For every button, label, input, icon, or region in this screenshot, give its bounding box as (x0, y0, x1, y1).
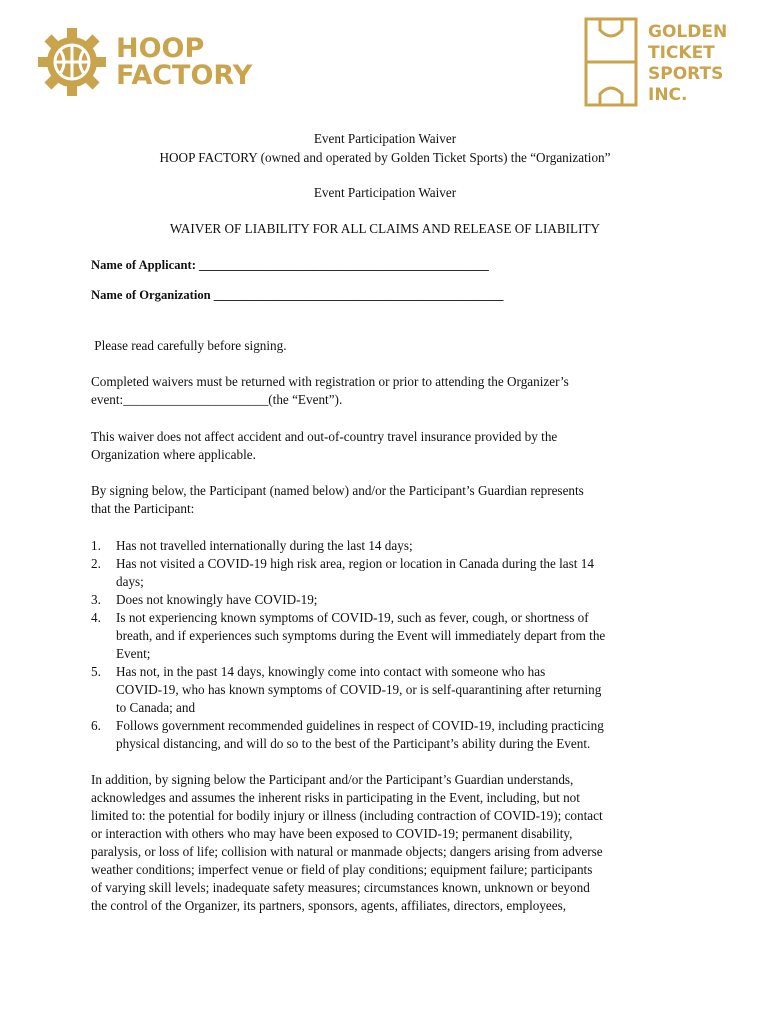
risks-line: In addition, by signing below the Participant and/or the Participant’s Guardian understands, (91, 772, 574, 787)
ticket-logo-text: TICKET (648, 43, 715, 63)
insurance-paragraph (91, 428, 691, 464)
list-line: physical distancing, and will do so to the best of the Participant’s ability during the Event. (116, 736, 591, 751)
court-outline-icon (586, 19, 636, 105)
list-line: Has not, in the past 14 days, knowingly come into contact with someone who has (116, 664, 546, 679)
inc-logo-text: INC. (648, 85, 688, 105)
signing-line: By signing below, the Participant (named below) and/or the Participant’s Guardian represents (91, 483, 584, 498)
list-number: 2. (91, 556, 101, 571)
sports-logo-text: SPORTS (648, 64, 724, 84)
list-item (91, 591, 691, 609)
signing-paragraph (91, 482, 691, 518)
list-line: Follows government recommended guidelines in respect of COVID-19, including practicing (116, 718, 604, 733)
list-line: Has not visited a COVID-19 high risk area, region or location in Canada during the last 14 (116, 556, 594, 571)
signing-line: that the Participant: (91, 501, 195, 516)
completed-waivers-paragraph (91, 373, 691, 409)
golden-logo-text: GOLDEN (648, 22, 728, 42)
list-number: 1. (91, 538, 101, 553)
risks-line: or interaction with others who may have been exposed to COVID-19; permanent disability, (91, 826, 573, 841)
risks-paragraph (91, 771, 691, 915)
list-number: 6. (91, 718, 101, 733)
list-item (91, 717, 691, 753)
list-number: 3. (91, 592, 101, 607)
list-line: to Canada; and (116, 700, 196, 715)
list-number: 4. (91, 610, 101, 625)
completed-line: event:______________________(the “Event”). (91, 392, 343, 407)
organization-name-field[interactable]: Name of Organization ______________________________________________ (91, 288, 504, 302)
list-item (91, 555, 691, 591)
list-number: 5. (91, 664, 101, 679)
risks-line: paralysis, or loss of life; collision with natural or manmade objects; dangers arising from adverse (91, 844, 603, 859)
list-item (91, 663, 691, 717)
risks-line: limited to: the potential for bodily injury or illness (including contraction of COVID-19); contact (91, 808, 603, 823)
list-line: Is not experiencing known symptoms of COVID-19, such as fever, cough, or shortness of (116, 610, 589, 625)
list-line: Does not knowingly have COVID-19; (116, 592, 318, 607)
read-carefully-note: Please read carefully before signing. (91, 338, 287, 353)
waiver-heading: WAIVER OF LIABILITY FOR ALL CLAIMS AND RELEASE OF LIABILITY (169, 221, 601, 236)
insurance-line: Organization where applicable. (91, 447, 256, 462)
list-line: breath, and if experiences such symptoms during the Event will immediately depart from the (116, 628, 606, 643)
participant-representations-list (91, 537, 691, 753)
hoop-factory-logo (36, 28, 306, 98)
list-item (91, 537, 691, 555)
risks-line: weather conditions; imperfect venue or field of play conditions; equipment failure; participants (91, 862, 593, 877)
list-item (91, 609, 691, 663)
document-subtitle: HOOP FACTORY (owned and operated by Golden Ticket Sports) the “Organization” (159, 150, 611, 165)
golden-ticket-sports-logo (582, 16, 742, 108)
list-line: COVID-19, who has known symptoms of COVID-19, or is self-quarantining after returning (116, 682, 602, 697)
basketball-gear-icon (38, 28, 106, 96)
applicant-name-field[interactable]: Name of Applicant: ______________________________________________ (91, 258, 489, 272)
insurance-line: This waiver does not affect accident and out-of-country travel insurance provided by the (91, 429, 558, 444)
list-line: Has not travelled internationally during the last 14 days; (116, 538, 413, 553)
list-line: days; (116, 574, 144, 589)
document-title-repeat: Event Participation Waiver (313, 185, 457, 200)
factory-logo-text: FACTORY (116, 60, 253, 91)
list-line: Event; (116, 646, 151, 661)
hoop-logo-text: HOOP (116, 33, 205, 64)
completed-line: Completed waivers must be returned with registration or prior to attending the Organizer’s (91, 374, 569, 389)
risks-line: acknowledges and assumes the inherent risks in participating in the Event, including, but not (91, 790, 580, 805)
risks-line: the control of the Organizer, its partners, sponsors, agents, affiliates, directors, employees, (91, 898, 567, 913)
risks-line: of varying skill levels; inadequate safety measures; circumstances known, unknown or beyond (91, 880, 590, 895)
document-title: Event Participation Waiver (313, 131, 457, 146)
